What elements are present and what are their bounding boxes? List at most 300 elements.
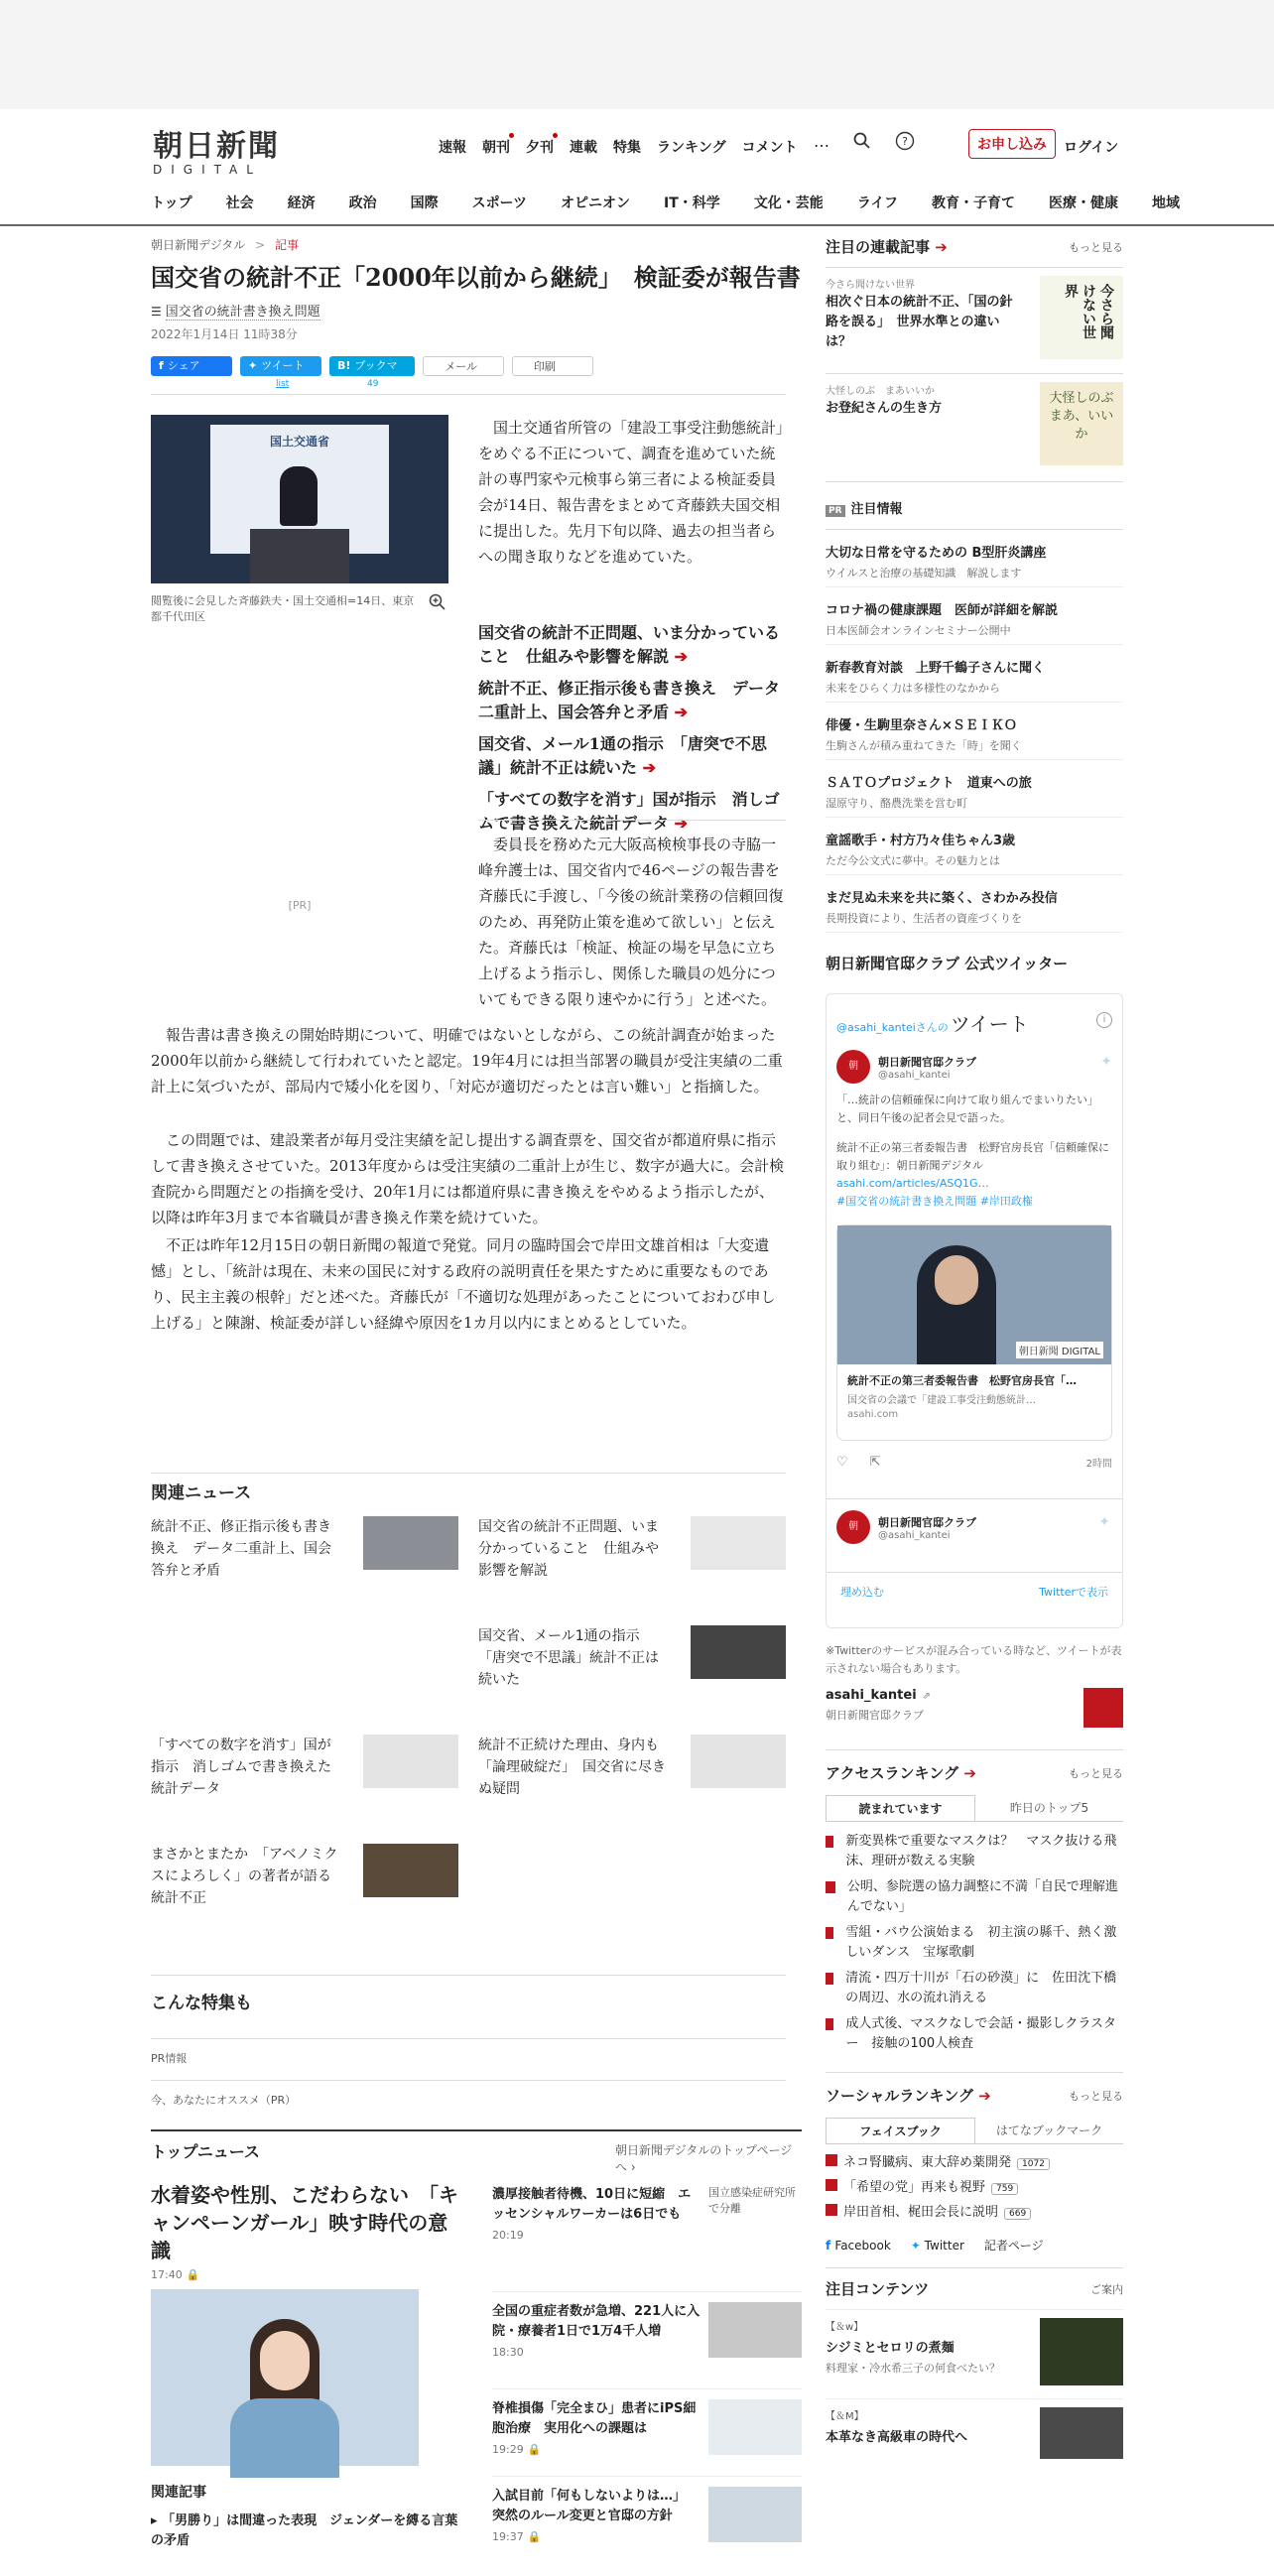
top-news-item-1[interactable] — [492, 2185, 802, 2292]
pr-placeholder[interactable]: [PR] — [288, 899, 312, 912]
site-logo[interactable] — [153, 121, 284, 177]
serial-item-1-title: 相次ぐ日本の統計不正、「国の針路を誤る」 世界水準との違いは？ — [826, 295, 1013, 349]
related-news-thumb-1[interactable] — [363, 1516, 458, 1570]
social-item-3[interactable] — [826, 2202, 1123, 2225]
article-photo[interactable] — [151, 415, 448, 583]
print-label: 印刷 — [533, 360, 556, 373]
content-title: 注目コンテンツ — [826, 2280, 930, 2298]
pr-item-2-title: コロナ禍の健康課題 医師が詳細を解説 — [826, 603, 1059, 618]
pr-section-title-text: 注目情報 — [850, 502, 903, 517]
serial-item-2-kicker: 大怪しのぶ まあいいか — [826, 386, 935, 397]
print-button[interactable] — [512, 356, 593, 376]
pr-item-7-title: まだ見ぬ未来を共に築く、さわかみ投信 — [826, 891, 1058, 906]
search-icon[interactable] — [853, 132, 871, 150]
social-marker — [826, 2204, 837, 2216]
lock-icon: 🔒 — [527, 2530, 542, 2543]
top-news-item-2-title: 全国の重症者数が急増、221人に入院・療養者1日で1万4千人増 — [492, 2304, 701, 2339]
photo-person-face — [260, 2331, 310, 2390]
pr-section-title — [826, 498, 1123, 517]
tweet-1-card-image — [837, 1225, 1111, 1364]
print-icon: ⎙ — [521, 360, 530, 373]
embed-link[interactable]: 埋め込む — [840, 1586, 884, 1599]
pr-badge: PR — [826, 505, 845, 517]
content-item-1-sub: 料理家・冷水希三子の何食べたい？ — [826, 2362, 1000, 2375]
timeline-header — [836, 1008, 1029, 1037]
pr-item-7[interactable] — [826, 875, 1123, 933]
arrow-right-icon: ➔ — [958, 1764, 976, 1782]
svg-text:?: ? — [902, 135, 908, 148]
social-title — [826, 2085, 991, 2106]
account-handle-text: asahi_kantei — [826, 1688, 917, 1703]
social-item-1-count: 1072 — [1017, 2158, 1050, 2170]
share-bar — [151, 356, 802, 392]
cat-society[interactable]: 社会 — [225, 195, 254, 211]
pr-item-4-title: 俳優・生駒里奈さん×ＳＥＩＫＯ — [826, 718, 1017, 733]
social-item-2-text: 「希望の党」再来も視野 — [843, 2180, 986, 2195]
hatena-bookmark-button[interactable] — [329, 356, 415, 392]
twitter-timeline — [826, 993, 1123, 1628]
social-item-3-count: 669 — [1004, 2208, 1031, 2220]
top-related-item-text: 「男勝り」は間違った表現 ジェンダーを縛る言葉の矛盾 — [151, 2513, 458, 2548]
paragraph-4: この問題では、建設業者が毎月受注実績を記し提出する調査票を、国交省が都道府県に指示して書き換えさせていた。2013年度からは受注実績の二重計上が生じ、数字が過大に。会計検査院から問題だとの指摘を受け、20年1月には都道府県に書き換えをやめるよう指示したが、以降は昨年3月まで本省職員が書き換え作業を続けていた。 — [151, 1131, 785, 1226]
ranking-item-2-text: 公明、参院選の協力調整に不満「自民で理解進んでない」 — [846, 1879, 1118, 1914]
tweet-1-text2: 統計不正の第三者委報告書 松野官房長官「信頼確保に取り組む」：朝日新聞デジタル — [836, 1141, 1109, 1172]
cat-life[interactable]: ライフ — [856, 195, 898, 211]
top-related-title: 関連記事 — [151, 2485, 206, 2501]
divider — [151, 2080, 786, 2081]
top-lead-story[interactable] — [151, 2181, 463, 2551]
cat-opinion[interactable]: オピニオン — [561, 195, 631, 211]
arrow-right-icon: ➔ — [972, 2087, 991, 2105]
inline-related-1-text: 国交省の統計不正問題、いま分かっていること 仕組みや影響を解説 — [478, 623, 781, 666]
social-marker — [826, 2179, 837, 2191]
cat-education[interactable]: 教育・子育て — [931, 195, 1015, 211]
pr-item-6[interactable] — [826, 818, 1123, 875]
mail-button[interactable] — [423, 356, 504, 376]
arrow-right-icon: ➔ — [669, 703, 688, 721]
ranking-item-5-text: 成人式後、マスクなしで会話・撮影しクラスター 接触の100人検査 — [845, 2016, 1116, 2051]
social-item-3-text: 岸田首相、梶田会長に説明 — [843, 2205, 999, 2220]
serial-title — [826, 236, 948, 257]
card-brand: 朝日新聞 DIGITAL — [1016, 1342, 1103, 1358]
divider — [151, 1975, 786, 1976]
ranking-marker — [826, 1927, 833, 1939]
content-guide-link[interactable]: ご案内 — [1090, 2282, 1123, 2296]
tweet-1-text1: 「…統計の信頼確保に向けて取り組んでまいりたい」と、同日午後の記者会見で語った。 — [836, 1094, 1098, 1124]
pr-item-4-sub: 生駒さんが積み重ねてきた「時」を聞く — [826, 739, 1022, 752]
inline-related-3-text: 国交省、メール1通の指示 「唐突で不思議」統計不正は続いた — [478, 734, 767, 777]
divider — [826, 481, 1123, 482]
photo-person — [280, 466, 318, 526]
top-news-item-2[interactable] — [492, 2292, 802, 2389]
tweet-1-author — [836, 1050, 1112, 1084]
divider — [151, 2038, 786, 2039]
lock-icon: 🔒 — [527, 2443, 542, 2456]
avatar: 朝 — [836, 1510, 870, 1544]
twitter-note: ※Twitterのサービスが混み合っている時など、ツイートが表示されない場合もあります。 — [826, 1644, 1122, 1675]
twitter-account[interactable] — [826, 1688, 1123, 1749]
account-handle — [826, 1688, 1123, 1703]
feature-title: こんな特集も — [151, 1994, 252, 2013]
pr-list — [826, 530, 1123, 933]
serial-item-2-title: お登紀さんの生き方 — [826, 401, 943, 416]
cat-it-science[interactable]: IT・科学 — [664, 195, 720, 211]
chevron-right-icon: › — [627, 2160, 636, 2174]
paragraph-2-top: 委員長を務めた元大阪高検検事長の寺脇一峰弁護士は、国交省内で46ページの報告書を斉藤氏に手渡し、「今後の統計業務の信頼回復のため、再発防止策を進めて欲しい」と伝えた。斉藤氏は「検証、検証の場を早急に立ち上げるよう指示し、関係した職員の処分についてもできる限り速やかに行う」と述べた。 — [478, 836, 784, 1008]
twitter-section-title: 朝日新聞官邸クラブ 公式ツイッター — [826, 955, 1069, 972]
social-header — [826, 2085, 1123, 2106]
pr-item-6-title: 童謡歌手・村方乃々佳ちゃん3歳 — [826, 834, 1016, 848]
pr-item-5-title: ＳＡＴＯプロジェクト 道東への旅 — [826, 776, 1032, 791]
serial-item-2-thumb: 大怪しのぶ まあ、いいか — [1040, 382, 1123, 465]
ranking-marker — [826, 1973, 833, 1985]
inline-related-2[interactable] — [478, 677, 786, 724]
ranking-item-3-text: 雪組・バウ公演始まる 初主演の縣千、熱く激しいダンス 宝塚歌劇 — [845, 1925, 1117, 1960]
pr-item-2-sub: 日本医師会オンラインセミナー公開中 — [826, 624, 1011, 637]
nav-comment[interactable]: コメント — [741, 140, 798, 156]
divider — [151, 2129, 802, 2131]
divider — [826, 2267, 1123, 2268]
facebook-share-button[interactable] — [151, 356, 232, 376]
recommend-label: 今、あなたにオススメ（PR） — [151, 2094, 297, 2107]
top-news-item-2-thumb — [708, 2302, 802, 2358]
facebook-link-text: Facebook — [834, 2238, 891, 2253]
related-news-thumb-5[interactable] — [691, 1735, 786, 1788]
share-icon[interactable]: ⇱ — [869, 1455, 881, 1470]
tweet-1-time[interactable]: 2時間 — [1085, 1459, 1112, 1470]
pr-item-3-sub: 未来をひらく力は多様性のなかから — [826, 682, 1000, 695]
arrow-right-icon: ➔ — [669, 647, 688, 666]
related-news-thumb-2[interactable] — [691, 1516, 786, 1570]
inline-related-3[interactable] — [478, 732, 786, 780]
topic-tag[interactable] — [151, 301, 802, 320]
tweet-1-link[interactable]: asahi.com/articles/ASQ1G… — [836, 1177, 989, 1190]
photo-person-body — [230, 2398, 339, 2478]
heart-icon[interactable]: ♡ — [836, 1455, 848, 1470]
article-date: 2022年1月14日 11時38分 — [151, 327, 298, 341]
facebook-share-label: シェア — [167, 359, 200, 372]
nav-sokuho[interactable]: 速報 — [439, 140, 466, 156]
account-logo — [1083, 1688, 1123, 1728]
social-tabs — [826, 2118, 1123, 2144]
mail-icon: ✉ — [432, 360, 442, 373]
twitter-link-text: Twitter — [924, 2238, 964, 2253]
logo-sub: DIGITAL — [153, 163, 262, 177]
serial-header — [826, 236, 1123, 257]
twitter-link[interactable] — [911, 2239, 964, 2253]
top-page-link-text: 朝日新聞デジタルのトップページへ — [615, 2143, 793, 2174]
mail-label: メール — [445, 360, 477, 373]
zoom-icon[interactable] — [429, 593, 446, 611]
related-news-item-6[interactable]: まさかとまたか 「アベノミクスによろしく」の著者が語る統計不正 — [151, 1847, 338, 1906]
bullet-icon: ▸ — [151, 2513, 163, 2528]
cat-economy[interactable]: 経済 — [287, 195, 316, 211]
tweet-1-handle: @asahi_kantei — [878, 1069, 951, 1081]
account-subtitle: 朝日新聞官邸クラブ — [826, 1709, 924, 1722]
nav-yukan[interactable]: 夕刊 — [526, 137, 554, 157]
tweet-1-author-text — [878, 1054, 976, 1081]
related-news-title: 関連ニュース — [151, 1483, 252, 1503]
card-title: 統計不正の第三者委報告書 松野官房長官「… — [847, 1374, 1077, 1387]
divider — [478, 820, 786, 821]
ranking-marker — [826, 1836, 833, 1848]
hatena-icon: B! — [337, 359, 351, 372]
ranking-item-5[interactable] — [826, 2014, 1123, 2054]
top-news-title: トップニュース — [151, 2142, 260, 2161]
nav-ranking[interactable]: ランキング — [657, 140, 726, 156]
tweet-1-name: 朝日新聞官邸クラブ — [878, 1055, 976, 1069]
social-links — [826, 2237, 1123, 2254]
divider — [826, 1749, 1123, 1750]
tweet-2-handle: @asahi_kantei — [878, 1529, 951, 1541]
nav-choukan[interactable]: 朝刊 — [482, 137, 510, 157]
top-page-link[interactable] — [615, 2141, 802, 2175]
top-lead-meta — [151, 2268, 463, 2281]
related-news-item-4[interactable]: 「すべての数字を消す」国が指示 消しゴムで書き換えた統計データ — [151, 1738, 331, 1797]
pr-item-1-title: 大切な日常を守るための B型肝炎講座 — [826, 546, 1047, 561]
logo-main: 朝日新聞 — [153, 129, 280, 164]
article-top-section — [151, 395, 802, 832]
tab-facebook[interactable]: フェイスブック — [826, 2118, 975, 2143]
social-title-text: ソーシャルランキング — [826, 2087, 973, 2105]
view-on-twitter-link[interactable]: Twitterで表示 — [1039, 1586, 1108, 1599]
tab-hatena[interactable]: はてなブックマーク — [995, 2124, 1103, 2137]
twitter-share-label: ツイート — [261, 359, 305, 372]
serial-item-2[interactable] — [826, 374, 1123, 473]
pr-item-2[interactable] — [826, 587, 1123, 645]
arrow-right-icon: ➔ — [637, 758, 656, 777]
inline-related-1[interactable] — [478, 621, 786, 669]
pr-item-3-title: 新春教育対談 上野千鶴子さんに聞く — [826, 661, 1046, 676]
top-news-item-1-time: 20:19 — [492, 2229, 524, 2242]
pr-item-7-sub: 長期投資により、生活者の資産づくりを — [826, 912, 1022, 925]
external-link-icon: ⇗ — [922, 1691, 932, 1702]
related-news-thumb-3[interactable] — [691, 1625, 786, 1679]
breadcrumb-current[interactable]: 記事 — [275, 238, 300, 252]
ranking-item-1-text: 新変異株で重要なマスクは？ マスク抜ける飛沫、理研が数える実験 — [845, 1834, 1117, 1868]
paragraph-3: 報告書は書き換えの開始時期について、明確ではないとしながら、この統計調査が始まった2000年以前から継続して行われていたと認定。19年4月には担当部署の職員が受注実績の二重計上に気づいたが、部局内で矮小化を図り、「対応が適切だったとは言い難い」と指摘した。 — [151, 1026, 783, 1095]
divider — [151, 1473, 786, 1474]
info-icon[interactable]: i — [1096, 1012, 1112, 1028]
cat-culture[interactable]: 文化・芸能 — [753, 195, 824, 211]
arrow-right-icon: ➔ — [669, 814, 688, 833]
photo-caption: 閲覧後に会見した斉藤鉄夫・国土交通相=14日、東京都千代田区 — [151, 594, 415, 623]
breadcrumb — [151, 236, 802, 253]
paragraph-5: 不正は昨年12月15日の朝日新聞の報道で発覚。同月の臨時国会で岸田文雄首相は「大変遺憾」とし、「統計は現在、未来の国民に対する政府の説明責任を果たすために重要なものであり、民主主義の根幹」だと述べた。斉藤氏が「不適切な処理があったことについておわび申し上げる」と陳謝、検証委が詳しい経緯や原因を1カ月以内にまとめるとしていた。 — [151, 1236, 776, 1332]
nav-rensai[interactable]: 連載 — [570, 140, 597, 156]
photo-podium — [250, 529, 349, 583]
facebook-link[interactable] — [826, 2239, 891, 2253]
twitter-share-list[interactable]: list — [276, 379, 290, 389]
divider — [827, 1572, 1122, 1573]
top-lead-time: 17:40 — [151, 2268, 183, 2281]
lock-icon: 🔒 — [186, 2268, 200, 2281]
pr-item-1-sub: ウイルスと治療の基礎知識 解説します — [826, 567, 1022, 580]
facebook-icon: f — [826, 2238, 835, 2253]
pr-item-5-sub: 湿原守り、酪農洗業を営む町 — [826, 797, 967, 810]
inline-related-list — [478, 621, 786, 836]
tweet-1-hashtags[interactable]: #国交省の統計書き換え問題 #岸田政権 — [836, 1195, 1033, 1208]
content-header — [826, 2278, 1123, 2299]
content-item-1-thumb — [1040, 2318, 1123, 2385]
ranking-item-4[interactable] — [826, 1969, 1123, 2008]
inline-related-2-text: 統計不正、修正指示後も書き換え データ二重計上、国会答弁と矛盾 — [478, 679, 781, 721]
social-more-link[interactable]: もっと見る — [1069, 2089, 1123, 2103]
tweet-2-name: 朝日新聞官邸クラブ — [878, 1515, 976, 1529]
serial-title-text: 注目の連載記事 — [826, 238, 931, 256]
related-news-thumb-4[interactable] — [363, 1735, 458, 1788]
related-news-thumb-6[interactable] — [363, 1844, 458, 1897]
avatar: 朝 — [836, 1050, 870, 1084]
category-nav — [151, 193, 1180, 212]
top-news-item-1-title: 濃厚接触者待機、10日に短縮 エッセンシャルワーカーは6日でも — [492, 2187, 692, 2222]
top-lead-headline: 水着姿や性別、こだわらない 「キャンペーンガール」映す時代の意識 — [151, 2183, 458, 2262]
header-icons — [814, 131, 915, 151]
divider — [827, 1498, 1122, 1499]
ranking-list — [826, 1832, 1123, 2054]
serial-item-1-kicker: 今さら聞けない世界 — [826, 280, 915, 291]
twitter-icon: ✦ — [910, 2238, 925, 2253]
related-news-item-3[interactable]: 国交省、メール1通の指示「唐突で不思議」統計不正は続いた — [478, 1628, 659, 1688]
tab-yesterday-top5[interactable]: 昨日のトップ5 — [1009, 1801, 1089, 1815]
pr-item-4[interactable] — [826, 703, 1123, 760]
top-news-item-3-thumb — [708, 2399, 802, 2455]
serial-item-1-thumb: 今さら聞けない世界 — [1040, 276, 1123, 359]
twitter-share-button[interactable] — [240, 356, 321, 389]
tweet-1-actions — [836, 1455, 1112, 1470]
top-lead-photo — [151, 2289, 419, 2466]
arrow-right-icon: ➔ — [930, 238, 948, 256]
related-news-item-1[interactable]: 統計不正、修正指示後も書き換え データ二重計上、国会答弁と矛盾 — [151, 1519, 331, 1579]
top-news-item-1-image-alt: 国立感染症研究所で分離 — [708, 2186, 796, 2215]
ranking-title — [826, 1762, 976, 1783]
top-news-item-3-title: 脊椎損傷「完全まひ」患者にiPS細胞治療 実用化への課題は — [492, 2401, 697, 2436]
social-marker — [826, 2154, 837, 2166]
tweet-1-card-body — [837, 1364, 1111, 1428]
top-news-item-3-time: 19:29 — [492, 2443, 524, 2456]
social-item-2[interactable] — [826, 2177, 1123, 2200]
topic-tag-label: 国交省の統計書き換え問題 — [165, 305, 320, 320]
social-item-2-count: 759 — [991, 2183, 1018, 2195]
facebook-icon: f — [159, 359, 164, 372]
subscribe-button[interactable]: お申し込み — [968, 129, 1056, 159]
hatena-count: 49 — [367, 379, 379, 389]
pr-item-5[interactable] — [826, 760, 1123, 818]
sidebar — [826, 236, 1123, 2458]
divider — [826, 2072, 1123, 2073]
twitter-bird-icon: ✦ — [1100, 1054, 1112, 1070]
pr-info-label: PR情報 — [151, 2052, 188, 2065]
cat-health[interactable]: 医療・健康 — [1048, 195, 1118, 211]
photo-backdrop-sign: 国土交通省 — [269, 435, 329, 449]
content-item-2-kicker: 【＆M】 — [826, 2411, 864, 2422]
content-item-1-kicker: 【＆w】 — [826, 2322, 864, 2333]
tab-most-read[interactable]: 読まれています — [826, 1795, 975, 1821]
breadcrumb-home[interactable]: 朝日新聞デジタル — [151, 238, 246, 252]
ranking-item-3[interactable] — [826, 1923, 1123, 1963]
top-news-item-3[interactable] — [492, 2389, 802, 2477]
serial-item-1[interactable] — [826, 268, 1123, 373]
top-news-item-4-thumb — [708, 2487, 802, 2542]
timeline-tweet-label: ツイート — [950, 1012, 1029, 1036]
breadcrumb-separator: > — [255, 238, 266, 252]
related-news-item-5[interactable]: 統計不正続けた理由、身内も「論理破綻だ」 国交省に尽きぬ疑問 — [478, 1738, 666, 1797]
top-related-item[interactable] — [151, 2512, 463, 2551]
content-item-1[interactable] — [826, 2309, 1123, 2398]
content-item-2[interactable] — [826, 2398, 1123, 2458]
ranking-item-1[interactable] — [826, 1832, 1123, 1871]
timeline-handle-line[interactable]: @asahi_kanteiさんの — [836, 1021, 949, 1034]
top-news-item-4-time: 19:37 — [492, 2530, 524, 2543]
ranking-header — [826, 1762, 1123, 1783]
inline-related-4[interactable] — [478, 788, 786, 836]
help-icon[interactable] — [895, 131, 915, 151]
social-item-1[interactable] — [826, 2152, 1123, 2175]
content-item-1-title: シジミとセロリの煮麺 — [826, 2341, 955, 2356]
article-pr-section — [151, 832, 802, 1020]
nav-tokushu[interactable]: 特集 — [613, 140, 641, 156]
social-list — [826, 2152, 1123, 2225]
tweet-2-author-text — [878, 1514, 976, 1541]
card-desc: 国交省の会議で「建設工事受注動態統計… — [847, 1395, 1036, 1406]
ranking-marker — [826, 2018, 833, 2030]
serial-more-link[interactable]: もっと見る — [1069, 240, 1123, 254]
pr-item-1[interactable] — [826, 530, 1123, 587]
list-icon: ☰ — [151, 305, 166, 319]
twitter-icon: ✦ — [248, 359, 258, 372]
content-item-2-title: 本革なき高級車の時代へ — [826, 2430, 968, 2445]
card-domain: asahi.com — [847, 1409, 899, 1420]
top-banner-area — [0, 0, 1274, 109]
tweet-1-card[interactable] — [836, 1224, 1112, 1441]
pr-item-6-sub: ただ今公文式に夢中。その魅力とは — [826, 854, 1000, 867]
tweet-1[interactable] — [836, 1050, 1112, 1470]
site-header — [0, 109, 1274, 226]
ranking-more-link[interactable]: もっと見る — [1069, 1766, 1123, 1780]
article-main — [151, 236, 802, 2548]
header-nav — [439, 137, 798, 157]
content-item-2-thumb — [1040, 2407, 1123, 2459]
social-item-1-text: ネコ腎臓病、東大辞め薬開発 — [843, 2155, 1012, 2170]
inline-related-4-text: 「すべての数字を消す」国が指示 消しゴムで書き換えた統計データ — [478, 790, 780, 833]
top-news-item-2-time: 18:30 — [492, 2346, 524, 2359]
login-link[interactable]: ログイン — [1064, 140, 1119, 156]
ranking-item-2[interactable] — [826, 1877, 1123, 1917]
tweet-2-author[interactable] — [836, 1510, 976, 1544]
cat-politics[interactable]: 政治 — [348, 195, 377, 211]
cat-sports[interactable]: スポーツ — [471, 195, 528, 211]
ranking-item-4-text: 清流・四万十川が「石の砂漠」に 佐田沈下橋の周辺、水の流れ消える — [845, 1971, 1117, 2005]
cat-top[interactable]: トップ — [151, 195, 192, 211]
card-person-face — [935, 1255, 978, 1305]
pr-item-3[interactable] — [826, 645, 1123, 703]
ranking-marker — [826, 1881, 835, 1893]
cat-region[interactable]: 地域 — [1151, 195, 1180, 211]
reporter-page-link[interactable]: 記者ページ — [983, 2239, 1044, 2253]
top-news-item-4[interactable] — [492, 2477, 802, 2576]
top-news-list — [492, 2185, 802, 2576]
article-title: 国交省の統計不正「2000年以前から継続」 検証委が報告書 — [151, 263, 801, 292]
cat-international[interactable]: 国際 — [410, 195, 439, 211]
more-menu-icon[interactable]: … — [814, 131, 829, 151]
hatena-label: ブックマーク — [337, 359, 398, 392]
top-news-item-4-title: 入試目前「何もしないよりは…」 突然のルール変更と官邸の方針 — [492, 2489, 693, 2523]
related-news-item-2[interactable]: 国交省の統計不正問題、いま分かっていること 仕組みや影響を解説 — [478, 1519, 659, 1579]
lead-paragraph: 国土交通省所管の「建設工事受注動態統計」をめぐる不正について、調査を進めていた統計の専門家や元検事ら第三者による検証委員会が14日、報告書をまとめて斉藤鉄夫国交相に提出した。先月下旬以降、過去の担当者らへの聞き取りなどを進めていた。 — [478, 419, 784, 566]
ranking-tabs — [826, 1795, 1123, 1822]
twitter-bird-icon: ✦ — [1098, 1514, 1110, 1530]
ranking-title-text: アクセスランキング — [826, 1764, 959, 1782]
